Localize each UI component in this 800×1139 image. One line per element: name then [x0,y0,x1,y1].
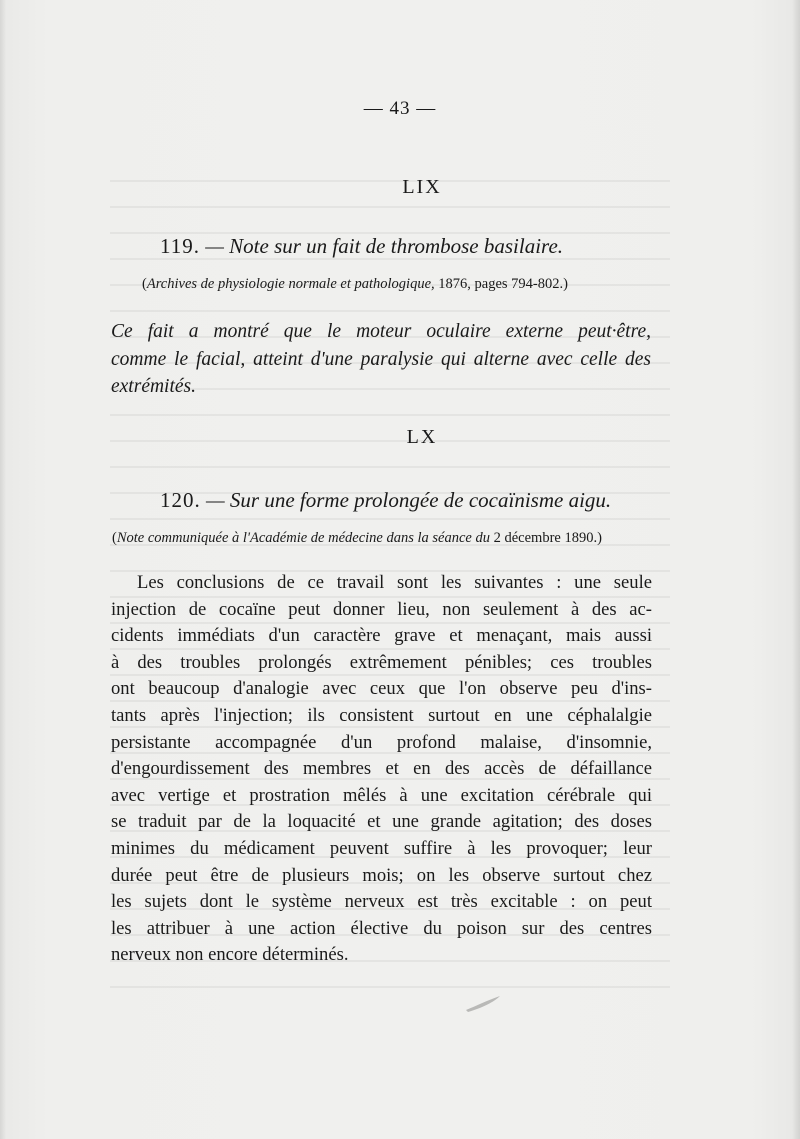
paragraph-line: nerveux non encore déterminés. [111,944,349,966]
paragraph-line: cidents immédiats d'un caractère grave et menaçant, mais aussi [111,625,652,647]
section-heading-lx: LX [406,426,438,448]
source-citation-119 [142,276,568,293]
source-citation-120 [112,530,602,547]
entry-number: 120. [160,488,201,512]
source-details: 1876, pages 794-802.) [434,276,568,292]
paragraph-line: Les conclusions de ce travail sont les suivantes : une seule [137,572,652,593]
page-right-edge [792,0,800,1139]
entry-heading-119 [160,234,563,259]
paragraph-line: extrémités. [111,376,197,397]
source-details: 2 décembre 1890.) [489,530,602,546]
paragraph-line: d'engourdissement des membres et en des accès de défaillance [111,758,652,780]
paragraph-line: persistante accompagnée d'un profond malaise, d'insomnie, [111,731,652,753]
paragraph-line: durée peut être de plusieurs mois; on les observe surtout chez [111,864,652,886]
summary-paragraph-120 [111,570,652,969]
paragraph-line: les attribuer à une action élective du poison sur des centres [111,917,652,939]
source-journal: Note communiquée à l'Académie de médecine dans la séance du [116,530,490,546]
paragraph-line: minimes du médicament peuvent suffire à les provoquer; leur [111,837,652,859]
source-open-paren: ( [112,530,117,546]
paragraph-line: comme le facial, atteint d'une paralysie qui alterne avec celle des [111,348,651,370]
ink-smudge-mark [464,994,504,1014]
paragraph-line: à des troubles prolongés extrêmement pénibles; ces troubles [111,651,652,673]
paragraph-line: injection de cocaïne peut donner lieu, non seulement à des ac- [111,598,652,620]
summary-paragraph-119 [111,318,651,401]
page-number: — 43 — [363,98,437,119]
paragraph-line: tants après l'injection; ils consistent surtout en une céphalalgie [111,704,652,726]
paragraph-line: les sujets dont le système nerveux est très excitable : on peut [111,891,652,913]
entry-number: 119. [160,234,200,258]
entry-title: — Note sur un fait de thrombose basilaire. [205,234,564,258]
paragraph-line: Ce fait a montré que le moteur oculaire externe peut·être, [111,321,651,342]
entry-title: — Sur une forme prolongée de cocaïnisme aigu. [206,488,612,512]
section-heading-lix: LIX [402,176,442,198]
paragraph-line: avec vertige et prostration mêlés à une excitation cérébrale qui [111,784,652,806]
page-left-edge [0,0,6,1139]
source-open-paren: ( [142,276,147,292]
entry-heading-120 [160,488,611,513]
paragraph-line: se traduit par de la loquacité et une grande agitation; des doses [111,811,652,833]
source-journal: Archives de physiologie normale et pathologique, [146,276,435,292]
paragraph-line: ont beaucoup d'analogie avec ceux que l'on observe peu d'ins- [111,678,652,700]
